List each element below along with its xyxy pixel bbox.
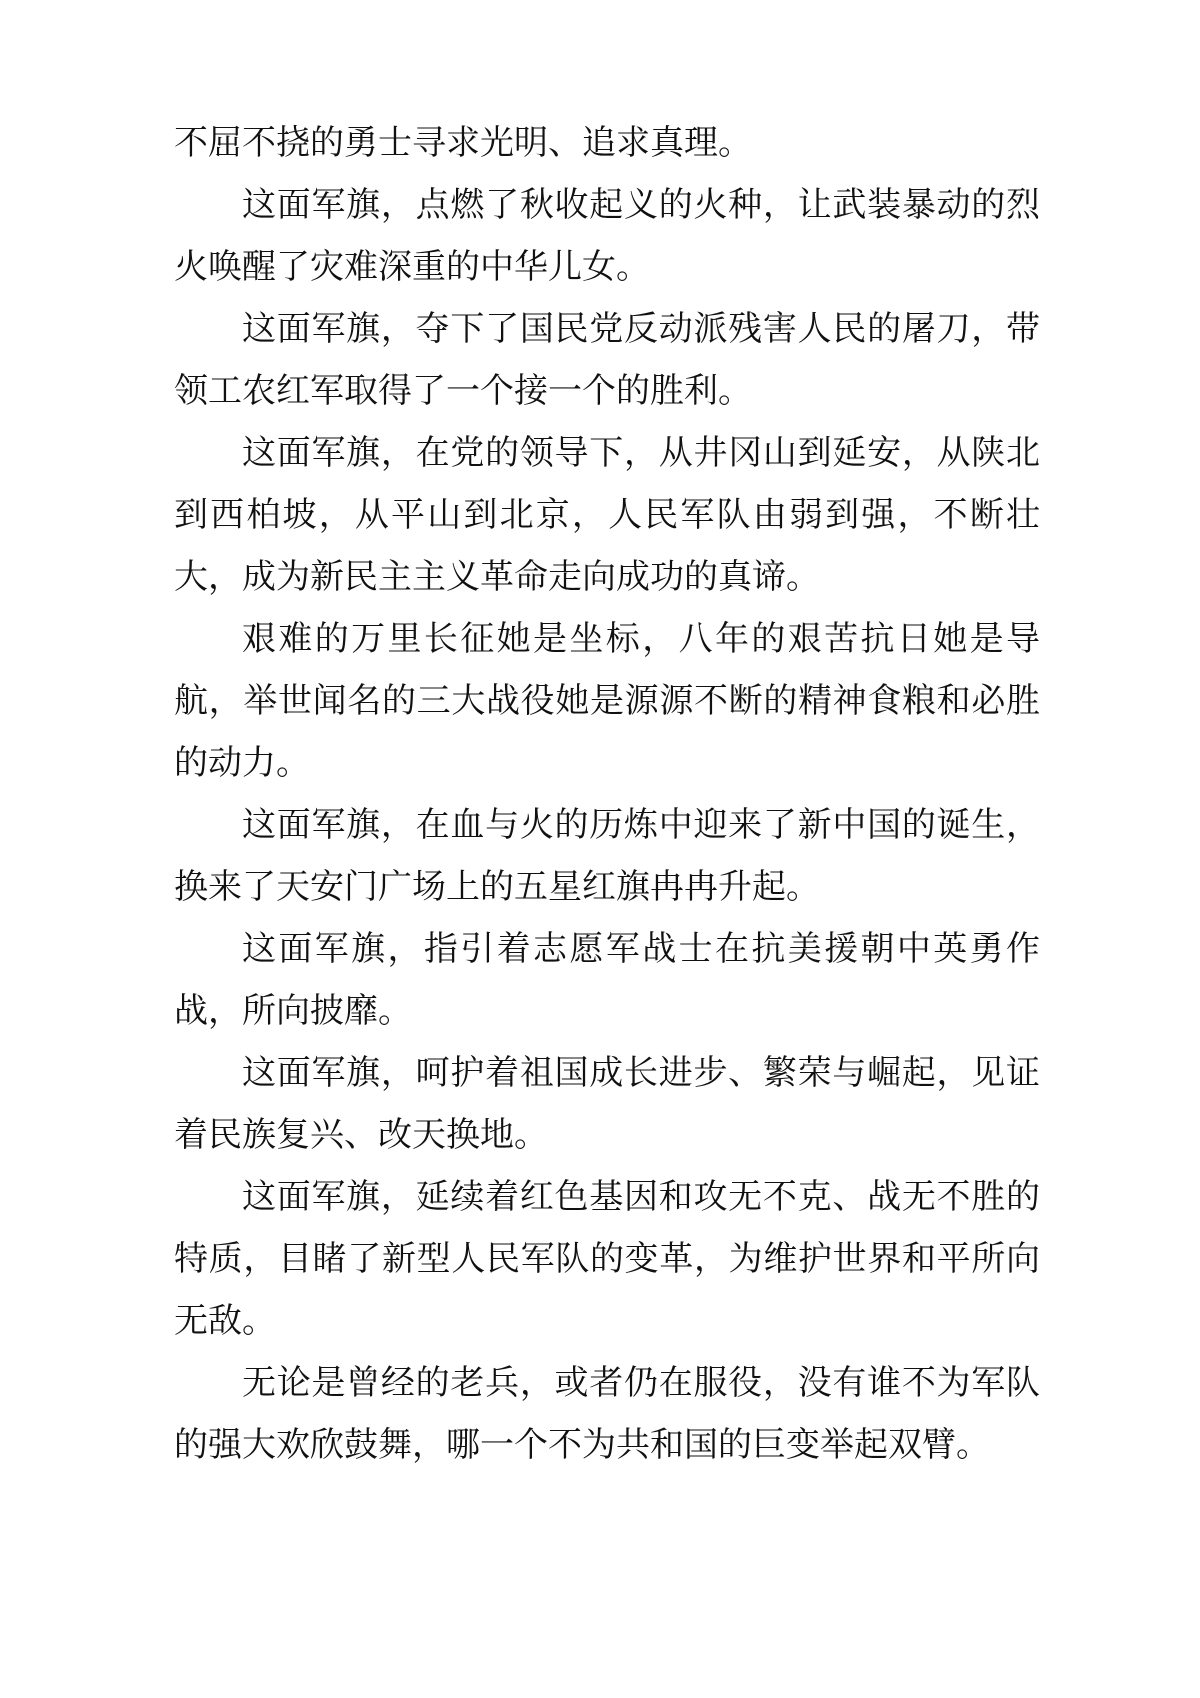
paragraph-continuation: 不屈不挠的勇士寻求光明、追求真理。 — [174, 123, 752, 163]
paragraph-korean-war: 这面军旗，指引着志愿军战士在抗美援朝中英勇作战，所向披靡。 — [174, 929, 1040, 1031]
paragraph-long-march: 艰难的万里长征她是坐标，八年的艰苦抗日她是导航，举世闻名的三大战役她是源源不断的精神食粮和必胜的动力。 — [174, 619, 1040, 783]
paragraph-red-gene: 这面军旗，延续着红色基因和攻无不克、战无不胜的特质，目睹了新型人民军队的变革，为维护世界和平所向无敌。 — [174, 1177, 1040, 1341]
paragraph-red-army-victories: 这面军旗，夺下了国民党反动派残害人民的屠刀，带领工农红军取得了一个接一个的胜利。 — [174, 309, 1040, 411]
paragraph-veterans: 无论是曾经的老兵，或者仍在服役，没有谁不为军队的强大欢欣鼓舞，哪一个不为共和国的巨变举起双臂。 — [174, 1363, 1040, 1465]
paragraph-new-china-founding: 这面军旗，在血与火的历炼中迎来了新中国的诞生，换来了天安门广场上的五星红旗冉冉升起。 — [174, 805, 1040, 907]
paragraph-autumn-harvest-uprising: 这面军旗，点燃了秋收起义的火种，让武装暴动的烈火唤醒了灾难深重的中华儿女。 — [174, 185, 1040, 287]
paragraph-national-rejuvenation: 这面军旗，呵护着祖国成长进步、繁荣与崛起，见证着民族复兴、改天换地。 — [174, 1053, 1040, 1155]
paragraph-jinggangshan-to-beijing: 这面军旗，在党的领导下，从井冈山到延安，从陕北到西柏坡，从平山到北京，人民军队由弱到强，不断壮大，成为新民主主义革命走向成功的真谛。 — [174, 433, 1040, 597]
document-body — [174, 112, 1040, 1476]
